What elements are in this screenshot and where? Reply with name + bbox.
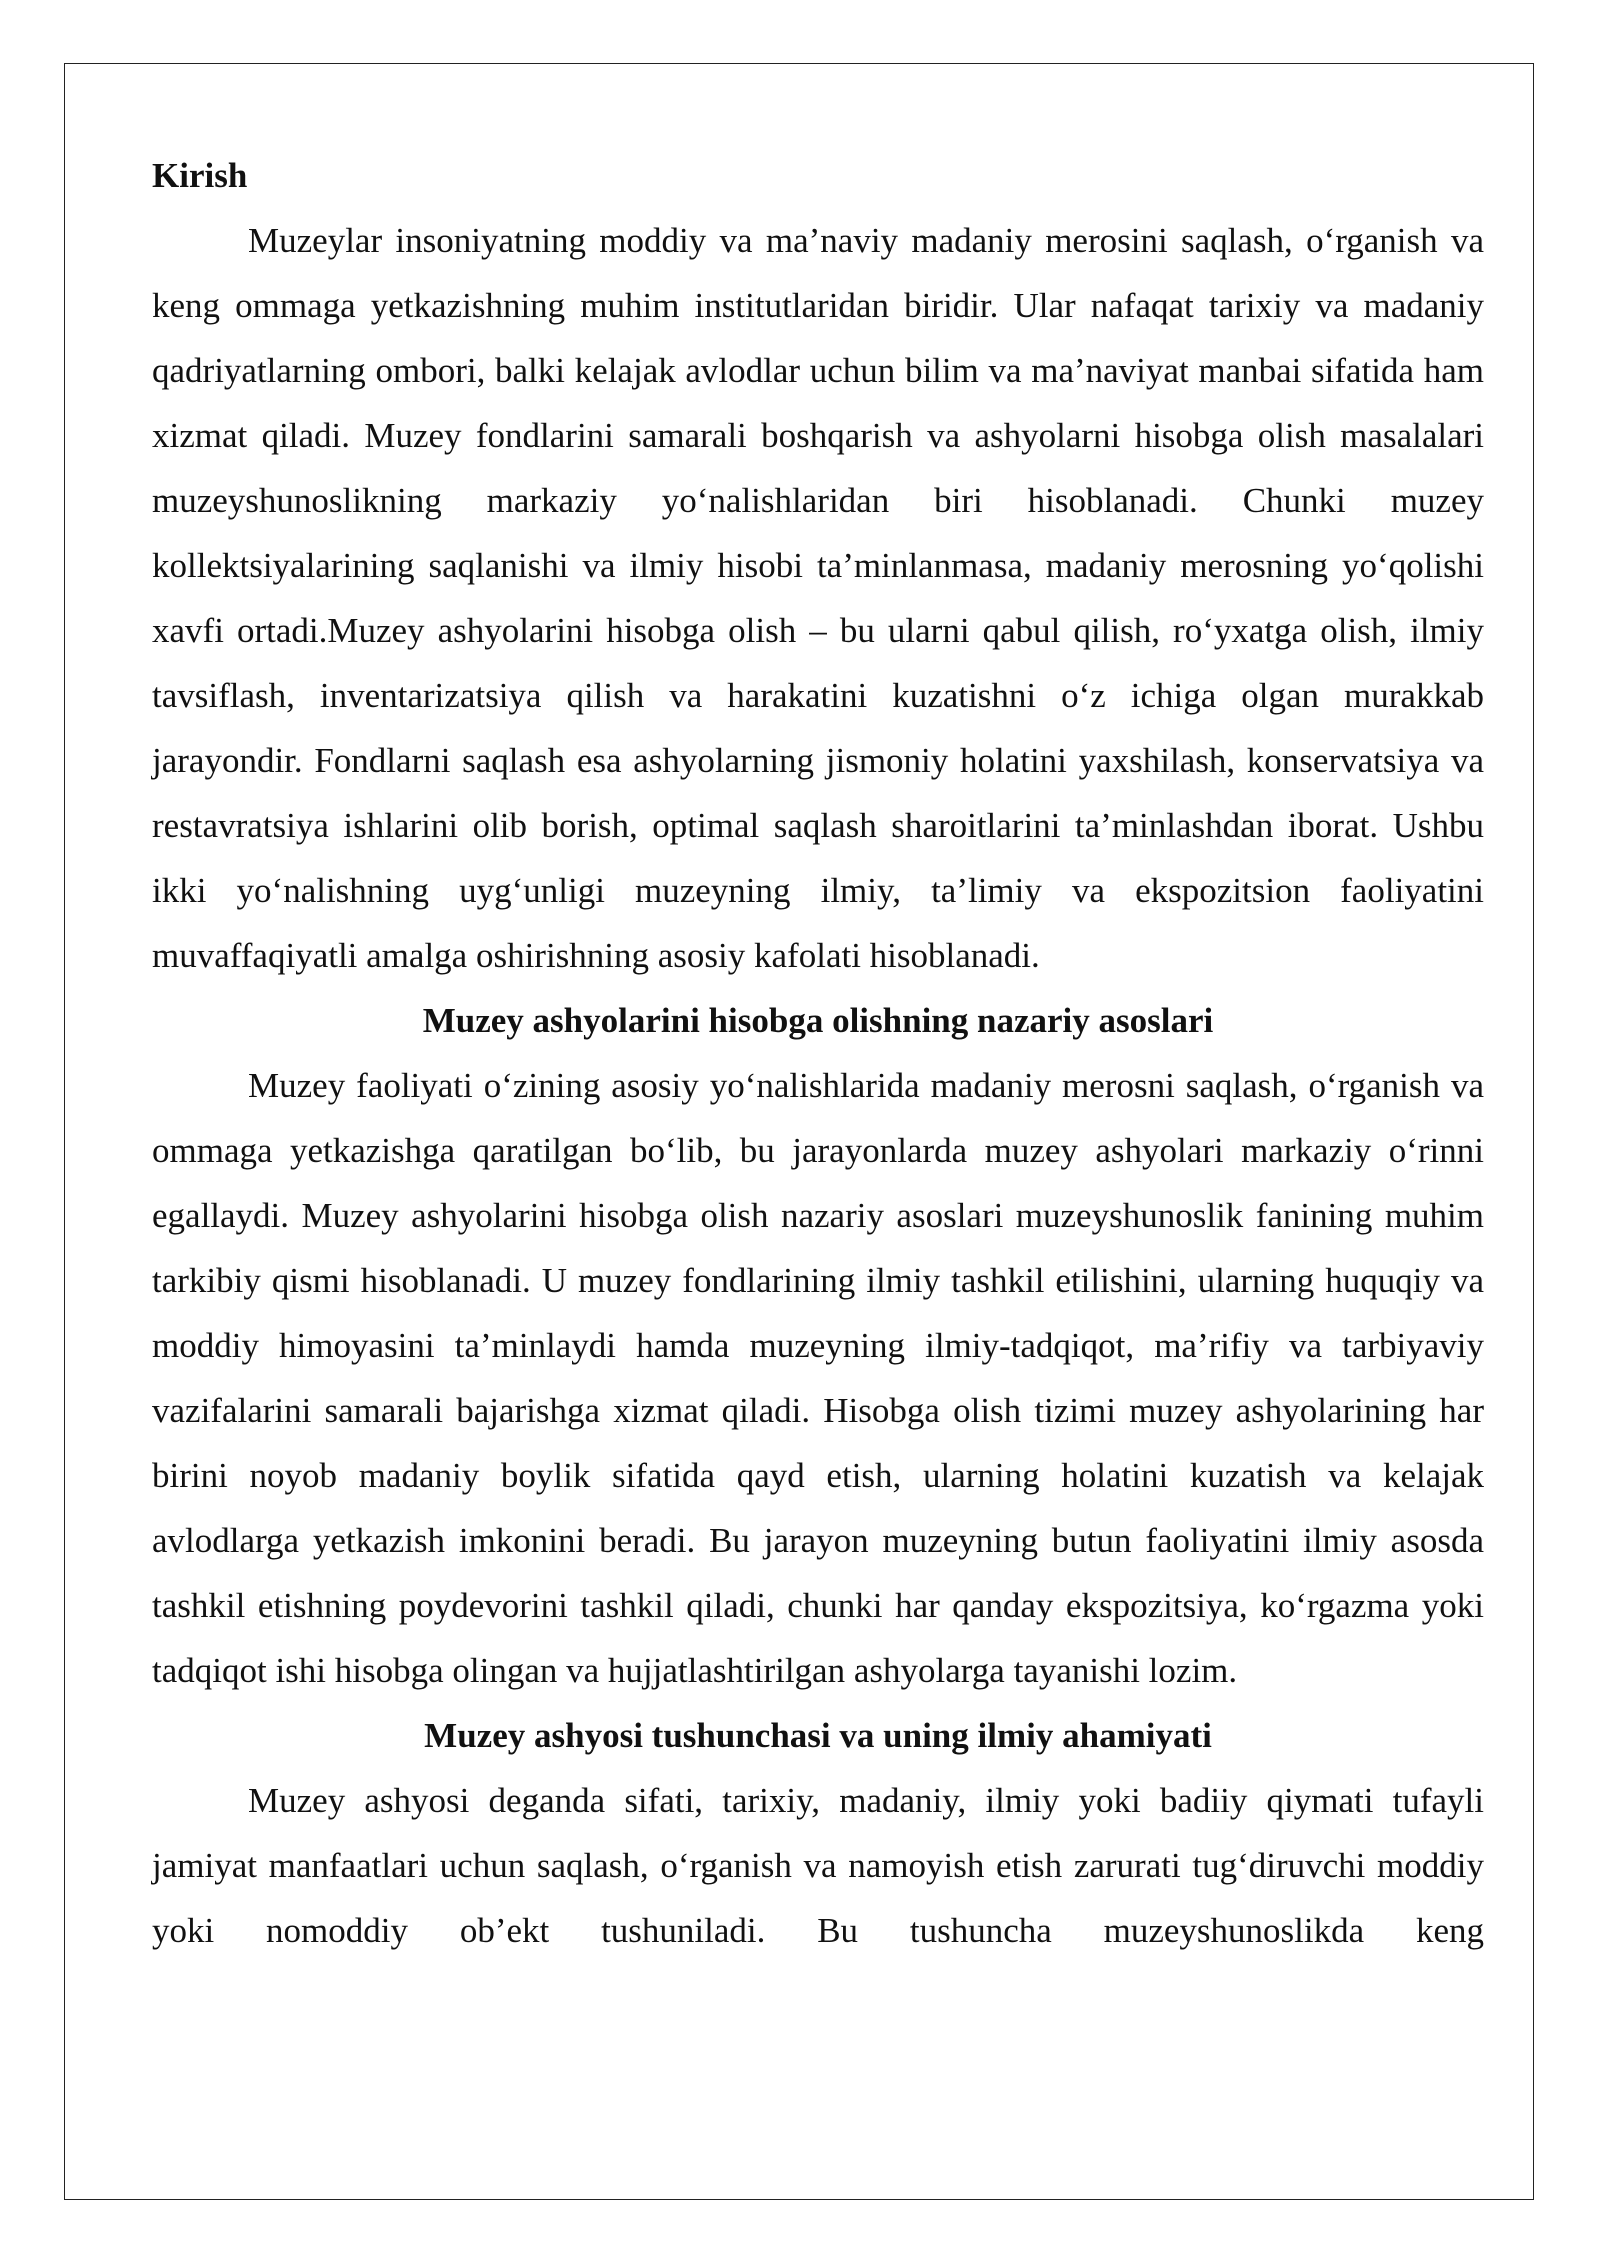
section2-heading: Muzey ashyosi tushunchasi va uning ilmiy ahamiyati — [424, 1716, 1212, 1755]
section1-paragraph: Muzey faoliyati o‘zining asosiy yo‘nalishlarida madaniy merosni saqlash, o‘rganish va ommaga yetkazishga qaratilgan bo‘lib, bu jarayonlarda muzey ashyolari markaziy o‘rinni egallaydi. Muzey ashyolarini hisobga olish nazariy asoslari muzeyshunoslik fanining muhim tarkibiy qismi hisoblanadi. U muzey fondlarining ilmiy tashkil etilishini, ularning huquqiy va moddiy himoyasini ta’minlaydi hamda muzeyning ilmiy-tadqiqot, ma’rifiy va tarbiyaviy vazifalarini samarali bajarishga xizmat qiladi. Hisobga olish tizimi muzey ashyolarining har birini noyob madaniy boylik sifatida qayd etish, ularning holatini kuzatish va kelajak avlodlarga yetkazish imkonini beradi. Bu jarayon muzeyning butun faoliyatini ilmiy asosda tashkil etishning poydevorini tashkil qiladi, chunki har qanday ekspozitsiya, ko‘rgazma yoki tadqiqot ishi hisobga olingan va hujjatlashtirilgan ashyolarga tayanishi lozim. — [152, 1066, 1484, 1690]
section1-heading: Muzey ashyolarini hisobga olishning nazariy asoslari — [422, 1001, 1214, 1040]
intro-paragraph: Muzeylar insoniyatning moddiy va ma’naviy madaniy merosini saqlash, o‘rganish va keng ommaga yetkazishning muhim institutlaridan biridir. Ular nafaqat tarixiy va madaniy qadriyatlarning ombori, balki kelajak avlodlar uchun bilim va ma’naviyat manbai sifatida ham xizmat qiladi. Muzey fondlarini samarali boshqarish va ashyolarni hisobga olish masalalari muzeyshunoslikning markaziy yo‘nalishlaridan biri hisoblanadi. Chunki muzey kollektsiyalarining saqlanishi va ilmiy hisobi ta’minlanmasa, madaniy merosning yo‘qolishi xavfi ortadi.Muzey ashyolarini hisobga olish – bu ularni qabul qilish, ro‘yxatga olish, ilmiy tavsiflash, inventarizatsiya qilish va harakatini kuzatishni o‘z ichiga olgan murakkab jarayondir. Fondlarni saqlash esa ashyolarning jismoniy holatini yaxshilash, konservatsiya va restavratsiya ishlarini olib borish, optimal saqlash sharoitlarini ta’minlashdan iborat. Ushbu ikki yo‘nalishning uyg‘unligi muzeyning ilmiy, ta’limiy va ekspozitsion faoliyatini muvaffaqiyatli amalga oshirishning asosiy kafolati hisoblanadi. — [152, 221, 1484, 975]
section2-paragraph: Muzey ashyosi deganda sifati, tarixiy, madaniy, ilmiy yoki badiiy qiymati tufayli jamiyat manfaatlari uchun saqlash, o‘rganish va namoyish etish zarurati tug‘diruvchi moddiy yoki nomoddiy ob’ekt tushuniladi. Bu tushuncha muzeyshunoslikda keng — [152, 1781, 1484, 1950]
intro-heading: Kirish — [152, 156, 248, 195]
document-body — [152, 143, 1484, 1963]
